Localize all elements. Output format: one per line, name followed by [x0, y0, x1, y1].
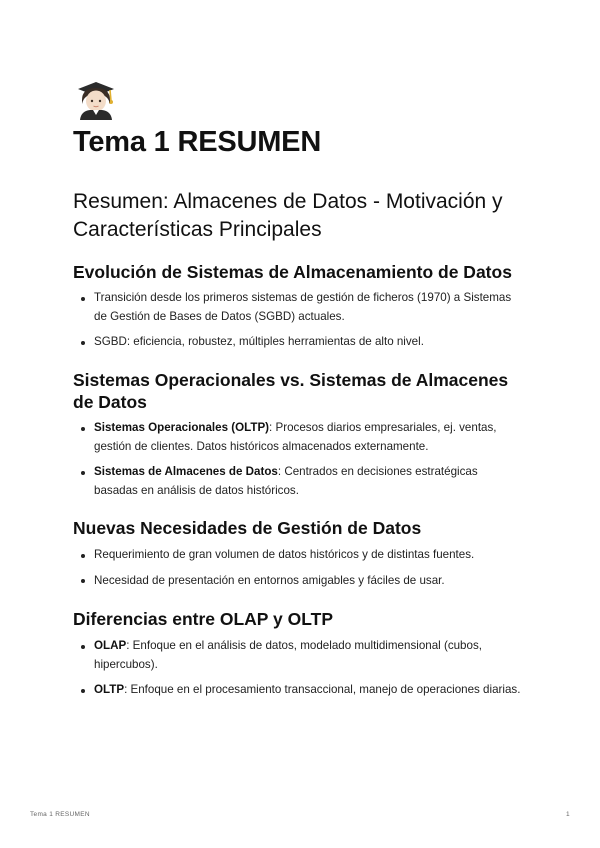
- list-item-term: Sistemas de Almacenes de Datos: [94, 465, 278, 478]
- section-heading: Sistemas Operacionales vs. Sistemas de Almacenes de Datos: [73, 370, 509, 412]
- list-item: [73, 463, 523, 500]
- section-heading: Evolución de Sistemas de Almacenamiento de Datos: [73, 262, 512, 282]
- bullet-icon: [81, 554, 85, 558]
- list-item-term: OLTP: [94, 683, 125, 696]
- bullet-icon: [81, 579, 85, 583]
- bullet-icon: [81, 471, 85, 475]
- list-item: [73, 637, 523, 674]
- summary-heading: Resumen: Almacenes de Datos - Motivación y Características Principales: [73, 190, 503, 241]
- bullet-icon: [81, 427, 85, 431]
- list-item-text: : Enfoque en el procesamiento transaccional, manejo de operaciones diarias.: [124, 683, 521, 696]
- bullet-icon: [81, 341, 85, 345]
- bullet-list: [73, 419, 523, 507]
- list-item-text: : Enfoque en el análisis de datos, modelado multidimensional (cubos, hipercubos).: [94, 639, 482, 671]
- student-graduate-icon: [74, 80, 118, 120]
- list-item: [73, 333, 523, 352]
- list-item-term: Sistemas Operacionales (OLTP): [94, 421, 270, 434]
- section-heading: Nuevas Necesidades de Gestión de Datos: [73, 518, 422, 538]
- list-item: [73, 572, 523, 591]
- list-item: [73, 289, 523, 326]
- list-item-text: SGBD: eficiencia, robustez, múltiples herramientas de alto nivel.: [94, 335, 424, 348]
- list-item-text: : Procesos diarios empresariales, ej. ventas, gestión de clientes. Datos históricos almacenados externamente.: [94, 421, 497, 453]
- list-item: [73, 681, 523, 700]
- list-item-text: Transición desde los primeros sistemas de gestión de ficheros (1970) a Sistemas de Gestión de Bases de Datos (SGBD) actuales.: [94, 291, 512, 323]
- bullet-icon: [81, 297, 85, 301]
- bullet-icon: [81, 645, 85, 649]
- bullet-list: [73, 289, 523, 359]
- list-item-term: OLAP: [94, 639, 127, 652]
- list-item-text: Necesidad de presentación en entornos amigables y fáciles de usar.: [94, 573, 445, 587]
- footer-page-number: 1: [566, 811, 570, 818]
- list-item-text: Requerimiento de gran volumen de datos históricos y de distintas fuentes.: [94, 548, 475, 561]
- list-item: [73, 419, 523, 456]
- bullet-list: [73, 546, 523, 597]
- bullet-list: [73, 637, 523, 707]
- list-item: [73, 546, 523, 565]
- list-item-text: : Centrados en decisiones estratégicas basadas en análisis de datos históricos.: [94, 465, 478, 497]
- footer-title: Tema 1 RESUMEN: [30, 811, 90, 818]
- section-heading: Diferencias entre OLAP y OLTP: [73, 609, 333, 629]
- bullet-icon: [81, 689, 85, 693]
- page-title: Tema 1 RESUMEN: [73, 126, 322, 158]
